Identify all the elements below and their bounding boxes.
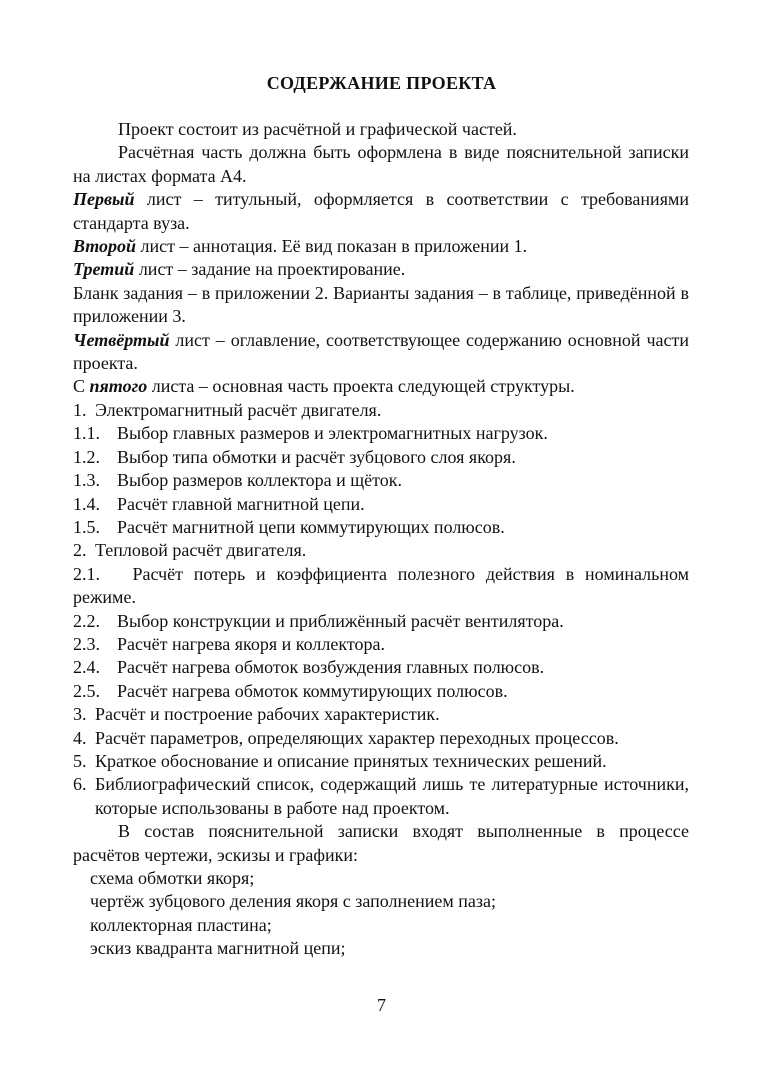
list-item-number: 1.3. — [73, 470, 100, 491]
sheet-second-text: лист – аннотация. Её вид показан в приложении 1. — [136, 236, 528, 257]
list-item — [73, 493, 689, 516]
list-item-number: 6. — [73, 774, 87, 795]
list-item-text: Выбор типа обмотки и расчёт зубцового слоя якоря. — [117, 446, 516, 467]
list-item-text: Библиографический список, содержащий лишь те литературные источники, которые использованы в работе над проектом. — [95, 774, 689, 818]
sheet-fifth-word: пятого — [89, 376, 148, 397]
list-item-text: Расчёт главной магнитной цепи. — [117, 493, 365, 514]
sheet-third — [73, 258, 689, 281]
list-item-text: Расчёт нагрева якоря и коллектора. — [117, 633, 385, 654]
list-item: эскиз квадранта магнитной цепи; — [90, 938, 346, 959]
list-item-number: 1.1. — [73, 423, 100, 444]
list-item — [73, 773, 689, 820]
list-item-number: 3. — [73, 704, 87, 725]
paragraph-graphics: В состав пояснительной записки входят выполненные в процессе расчётов чертежи, эскизы и графики: — [73, 821, 689, 865]
sheet-third-word: Третий — [73, 259, 135, 280]
sheet-third-text: лист – задание на проектирование. — [134, 259, 406, 280]
list-item — [73, 750, 689, 773]
list-item-text: Расчёт магнитной цепи коммутирующих полюсов. — [117, 516, 505, 537]
list-item-number: 1. — [73, 399, 87, 420]
list-item — [73, 610, 689, 633]
list-item-number: 2.5. — [73, 680, 100, 701]
list-item: схема обмотки якоря; — [90, 868, 255, 888]
list-item — [73, 656, 689, 679]
page-number: 7 — [377, 995, 386, 1015]
list-item-text: Выбор главных размеров и электромагнитных нагрузок. — [117, 423, 548, 444]
list-item — [73, 563, 689, 610]
sheet-first-text: лист – титульный, оформляется в соответствии с требованиями стандарта вуза. — [73, 189, 689, 233]
list-item-text: Выбор размеров коллектора и щёток. — [117, 470, 403, 491]
list-item — [73, 516, 689, 539]
list-item-number: 2.2. — [73, 610, 100, 631]
list-item — [73, 446, 689, 469]
list-item-text: Расчёт параметров, определяющих характер переходных процессов. — [95, 727, 619, 748]
list-item-number: 2. — [73, 540, 87, 561]
paragraph-calc-part: Расчётная часть должна быть оформлена в виде пояснительной записки на листах формата А4. — [73, 142, 689, 186]
list-item-number: 1.2. — [73, 446, 100, 467]
sheet-fifth-pre: С — [73, 376, 90, 397]
sheet-first — [73, 188, 689, 235]
list-item — [73, 680, 689, 703]
list-item-text: Расчёт нагрева обмоток возбуждения главных полюсов. — [117, 657, 545, 678]
paragraph-intro: Проект состоит из расчётной и графической частей. — [118, 119, 517, 139]
list-item-text: Краткое обоснование и описание принятых технических решений. — [95, 750, 607, 771]
list-item-number: 5. — [73, 750, 87, 771]
graphics-list — [73, 867, 689, 961]
list-item: чертёж зубцового деления якоря с заполнением паза; — [90, 891, 496, 912]
list-item — [73, 469, 689, 492]
list-item: коллекторная пластина; — [90, 914, 272, 935]
sheet-fifth-text: листа – основная часть проекта следующей структуры. — [147, 376, 575, 397]
document-body — [73, 118, 689, 961]
list-item-number: 2.3. — [73, 633, 100, 654]
list-item-number: 1.5. — [73, 516, 100, 537]
list-item-number: 4. — [73, 727, 87, 748]
list-item — [73, 633, 689, 656]
sheet-first-word: Первый — [73, 189, 135, 210]
list-item-number: 2.1. — [73, 563, 100, 584]
list-item-text: Выбор конструкции и приближённый расчёт вентилятора. — [117, 610, 564, 631]
list-item — [73, 422, 689, 445]
sheet-fifth — [73, 375, 689, 398]
sheet-fourth-text: лист – оглавление, соответствующее содержанию основной части проекта. — [73, 329, 689, 374]
list-item-number: 1.4. — [73, 493, 100, 514]
sheet-fourth — [73, 329, 689, 376]
sheet-second — [73, 235, 689, 258]
sheet-second-word: Второй — [73, 236, 136, 257]
list-item — [73, 703, 689, 726]
page-title: СОДЕРЖАНИЕ ПРОЕКТА — [266, 73, 497, 93]
list-item — [73, 399, 689, 422]
list-item-text: Расчёт и построение рабочих характеристик. — [95, 704, 440, 725]
list-item — [73, 539, 689, 562]
list-item-text: Тепловой расчёт двигателя. — [95, 540, 307, 561]
list-item-text: Электромагнитный расчёт двигателя. — [95, 399, 382, 420]
list-item-text: Расчёт нагрева обмоток коммутирующих полюсов. — [117, 680, 508, 701]
list-item — [73, 727, 689, 750]
sheet-fourth-word: Четвёртый — [73, 329, 170, 350]
list-item-number: 2.4. — [73, 657, 100, 678]
structure-list — [73, 399, 689, 820]
list-item-text: Расчёт потерь и коэффициента полезного действия в номинальном режиме. — [73, 563, 689, 608]
paragraph-blank: Бланк задания – в приложении 2. Варианты задания – в таблице, приведённой в приложении 3. — [73, 282, 689, 327]
